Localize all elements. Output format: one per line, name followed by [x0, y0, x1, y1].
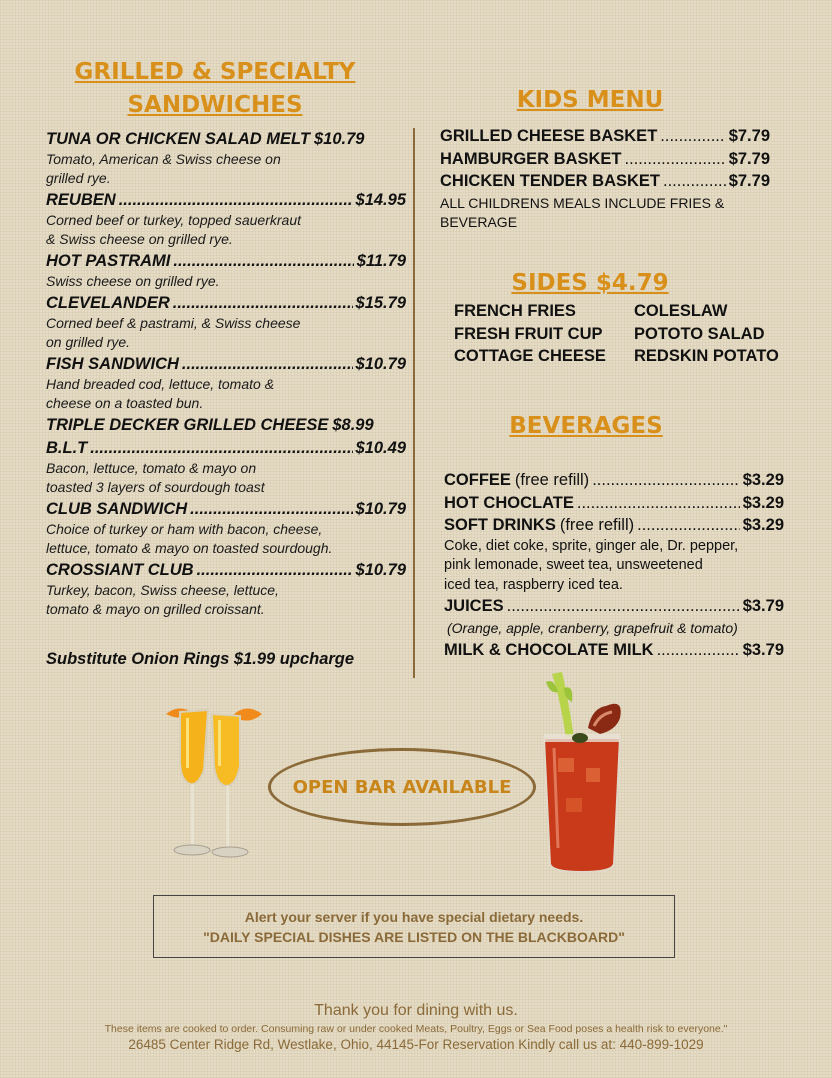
item-name: SOFT DRINKS — [444, 516, 556, 534]
item-price: $7.79 — [728, 149, 770, 168]
item-price: $10.79 — [313, 130, 365, 148]
item-name: JUICES — [444, 597, 504, 615]
address-text: 26485 Center Ridge Rd, Westlake, Ohio, 44145-For Reservation Kindly call us at: 440-899-1029 — [128, 1037, 704, 1052]
item-price: $10.79 — [355, 561, 406, 579]
soft-drinks-description: Coke, diet coke, sprite, ginger ale, Dr. pepper, pink lemonade, sweet tea, unsweetened iced tea, raspberry iced tea. — [444, 537, 739, 593]
item-price: $10.79 — [355, 355, 406, 373]
mimosa-glasses-image — [160, 700, 270, 868]
sandwich-list — [46, 128, 406, 620]
item-name: REUBEN — [46, 191, 116, 209]
item-description: Tomato, American & Swiss cheese on grilled rye. — [46, 151, 281, 186]
menu-item-clevelander — [46, 292, 406, 352]
item-price: $3.79 — [742, 640, 784, 659]
side-item: POTOTO SALAD — [634, 324, 765, 343]
item-name: MILK & CHOCOLATE MILK — [444, 640, 654, 659]
item-price: $10.49 — [355, 439, 406, 457]
substitute-note: Substitute Onion Rings $1.99 upcharge — [46, 650, 355, 668]
side-item: COLESLAW — [634, 302, 728, 320]
menu-item-croissant-club — [46, 559, 406, 619]
health-warning: These items are cooked to order. Consuming raw or under cooked Meats, Poultry, Eggs or Sea Food poses a health risk to everyone." — [104, 1023, 728, 1035]
open-bar-badge: OPEN BAR AVAILABLE — [268, 748, 536, 826]
menu-item-triple-decker — [46, 414, 406, 436]
item-description: Turkey, bacon, Swiss cheese, lettuce, tomato & mayo on grilled croissant. — [46, 582, 279, 617]
item-name: HOT PASTRAMI — [46, 252, 171, 270]
menu-item-hot-pastrami — [46, 250, 406, 291]
item-description: Corned beef & pastrami, & Swiss cheese on grilled rye. — [46, 315, 301, 350]
item-description: Swiss cheese on grilled rye. — [46, 273, 220, 289]
item-name: COFFEE — [444, 471, 511, 489]
side-item: COTTAGE CHEESE — [454, 347, 606, 365]
item-note: (free refill) — [559, 516, 635, 534]
item-price: $14.95 — [355, 191, 406, 209]
item-price: $7.79 — [728, 172, 770, 190]
item-name: TUNA OR CHICKEN SALAD MELT — [46, 130, 310, 148]
menu-item-reuben — [46, 189, 406, 249]
item-price: $11.79 — [356, 252, 406, 270]
menu-item-fish-sandwich — [46, 353, 406, 413]
sides-list — [454, 300, 794, 368]
beverages-heading: BEVERAGES — [509, 413, 663, 439]
item-name: B.L.T — [46, 439, 88, 457]
menu-item-club-sandwich — [46, 498, 406, 558]
item-price: $10.79 — [355, 500, 406, 518]
item-description: Corned beef or turkey, topped sauerkraut & Swiss cheese on grilled rye. — [46, 212, 302, 247]
kids-menu-list — [440, 125, 770, 232]
dietary-alert-box — [153, 895, 675, 958]
bloody-mary-image — [536, 668, 636, 878]
item-note: (free refill) — [514, 471, 590, 489]
item-name: HOT CHOCLATE — [444, 493, 574, 512]
alert-line-1: Alert your server if you have special dietary needs. — [244, 908, 584, 925]
item-price: $3.29 — [742, 493, 784, 512]
kids-item-hamburger — [440, 148, 770, 171]
kids-item-chicken-tender — [440, 170, 770, 193]
kids-menu-note: ALL CHILDRENS MEALS INCLUDE FRIES & BEVERAGE — [440, 194, 725, 230]
item-name: CROSSIANT CLUB — [46, 561, 194, 579]
bev-item-hot-chocolate — [444, 492, 784, 515]
item-price: $8.99 — [332, 416, 374, 434]
item-description: Choice of turkey or ham with bacon, cheese, lettuce, tomato & mayo on toasted sourdough. — [46, 521, 333, 556]
thank-you-text: Thank you for dining with us. — [314, 1002, 518, 1019]
alert-line-2: "DAILY SPECIAL DISHES ARE LISTED ON THE BLACKBOARD" — [203, 928, 625, 945]
item-price: $3.29 — [742, 516, 784, 534]
side-item: REDSKIN POTATO — [634, 347, 779, 365]
item-price: $3.29 — [742, 471, 784, 489]
bev-item-soft-drinks — [444, 514, 784, 537]
menu-item-blt — [46, 437, 406, 497]
menu-item-tuna-melt — [46, 128, 406, 188]
footer — [0, 1000, 832, 1054]
item-name: GRILLED CHEESE BASKET — [440, 127, 658, 145]
item-name: TRIPLE DECKER GRILLED CHEESE — [46, 416, 329, 434]
kids-item-grilled-cheese — [440, 125, 770, 148]
side-item: FRENCH FRIES — [454, 302, 576, 320]
item-name: HAMBURGER BASKET — [440, 149, 622, 168]
item-price: $15.79 — [355, 294, 406, 312]
beverages-list — [444, 469, 784, 661]
bev-item-juices — [444, 595, 784, 618]
item-name: CHICKEN TENDER BASKET — [440, 172, 661, 190]
item-description: Bacon, lettuce, tomato & mayo on toasted 3 layers of sourdough toast — [46, 460, 265, 495]
column-divider — [413, 128, 415, 678]
bev-item-coffee — [444, 469, 784, 492]
kids-menu-heading: KIDS MENU — [516, 87, 664, 113]
sides-heading: SIDES $4.79 — [511, 270, 669, 296]
sandwiches-heading: GRILLED & SPECIALTY SANDWICHES — [74, 59, 356, 118]
item-name: CLEVELANDER — [46, 294, 170, 312]
item-name: CLUB SANDWICH — [46, 500, 188, 518]
item-price: $3.79 — [742, 597, 784, 615]
juices-description: (Orange, apple, cranberry, grapefruit & tomato) — [447, 619, 738, 636]
bev-item-milk — [444, 639, 784, 662]
side-item: FRESH FRUIT CUP — [454, 324, 603, 343]
item-name: FISH SANDWICH — [46, 355, 179, 373]
item-description: Hand breaded cod, lettuce, tomato & cheese on a toasted bun. — [46, 376, 275, 411]
item-price: $7.79 — [728, 127, 770, 145]
